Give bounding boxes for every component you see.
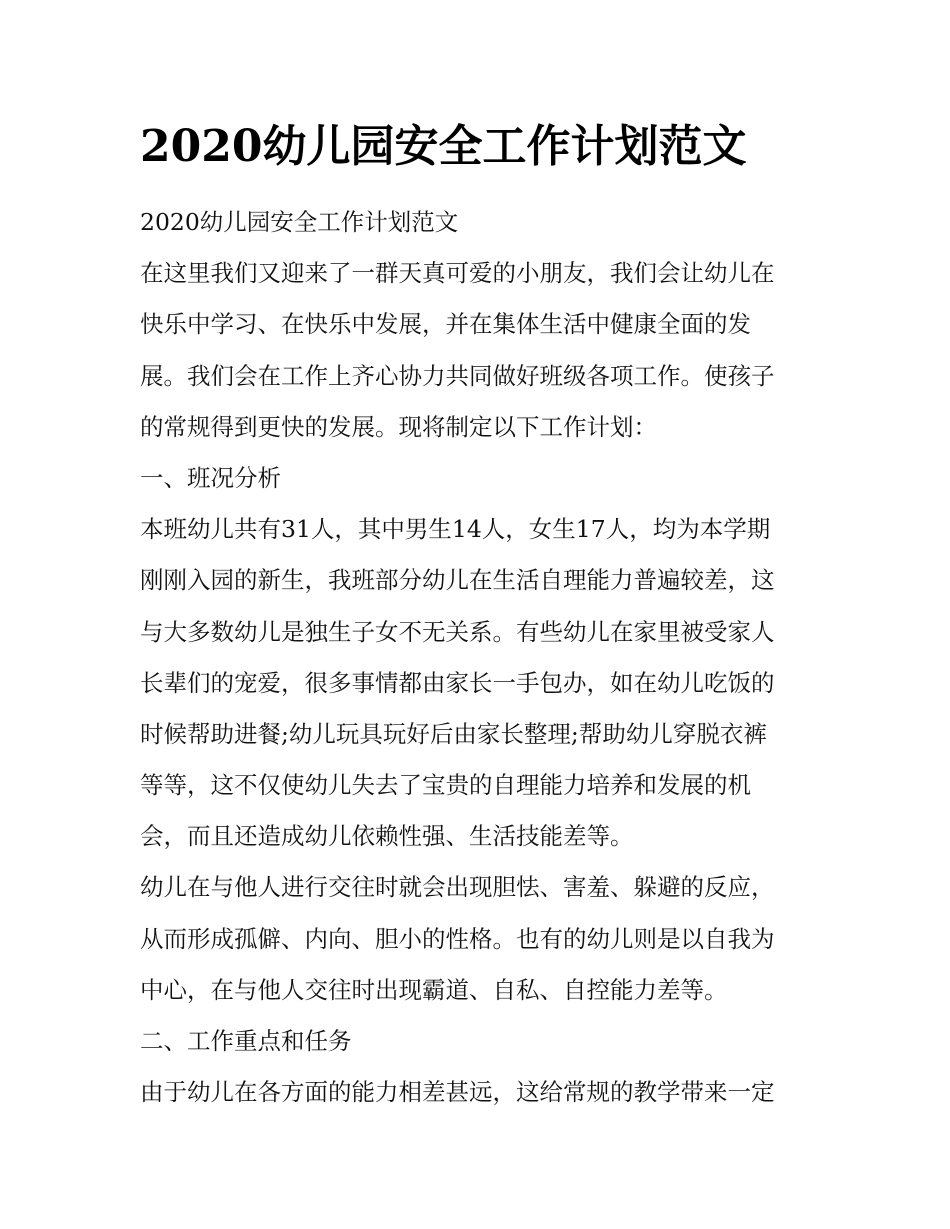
paragraph-line: 本班幼儿共有31人，其中男生14人，女生17人，均为本学期 — [140, 515, 771, 544]
document-title: 2020幼儿园安全工作计划范文 — [140, 121, 747, 172]
paragraph-line: 中心，在与他人交往时出现霸道、自私、自控能力差等。 — [140, 975, 728, 1004]
paragraph-line: 时候帮助进餐;幼儿玩具玩好后由家长整理;帮助幼儿穿脱衣裤 — [140, 719, 767, 748]
paragraph-line: 会，而且还造成幼儿依赖性强、生活技能差等。 — [140, 822, 634, 851]
section-heading: 二、工作重点和任务 — [140, 1027, 352, 1055]
paragraph-line: 等等，这不仅使幼儿失去了宝贵的自理能力培养和发展的机 — [140, 771, 751, 800]
paragraph-line: 长辈们的宠爱，很多事情都由家长一手包办，如在幼儿吃饭的 — [140, 668, 775, 697]
paragraph-line: 从而形成孤僻、内向、胆小的性格。也有的幼儿则是以自我为 — [140, 924, 775, 953]
paragraph-line: 的常规得到更快的发展。现将制定以下工作计划： — [140, 412, 657, 441]
paragraph-line: 由于幼儿在各方面的能力相差甚远，这给常规的教学带来一定 — [140, 1078, 775, 1107]
paragraph-line: 快乐中学习、在快乐中发展，并在集体生活中健康全面的发 — [140, 310, 751, 339]
paragraph-line: 展。我们会在工作上齐心协力共同做好班级各项工作。使孩子 — [140, 361, 775, 390]
document-body — [140, 197, 812, 1118]
paragraph-line: 幼儿在与他人进行交往时就会出现胆怯、害羞、躲避的反应， — [140, 873, 775, 902]
section-heading: 一、班况分析 — [140, 463, 281, 492]
paragraph-line: 在这里我们又迎来了一群天真可爱的小朋友，我们会让幼儿在 — [140, 259, 775, 288]
paragraph-line: 与大多数幼儿是独生子女不无关系。有些幼儿在家里被受家人 — [140, 617, 775, 646]
paragraph-line: 刚刚入园的新生，我班部分幼儿在生活自理能力普遍较差，这 — [140, 566, 775, 595]
subtitle-line: 2020幼儿园安全工作计划范文 — [140, 208, 459, 236]
